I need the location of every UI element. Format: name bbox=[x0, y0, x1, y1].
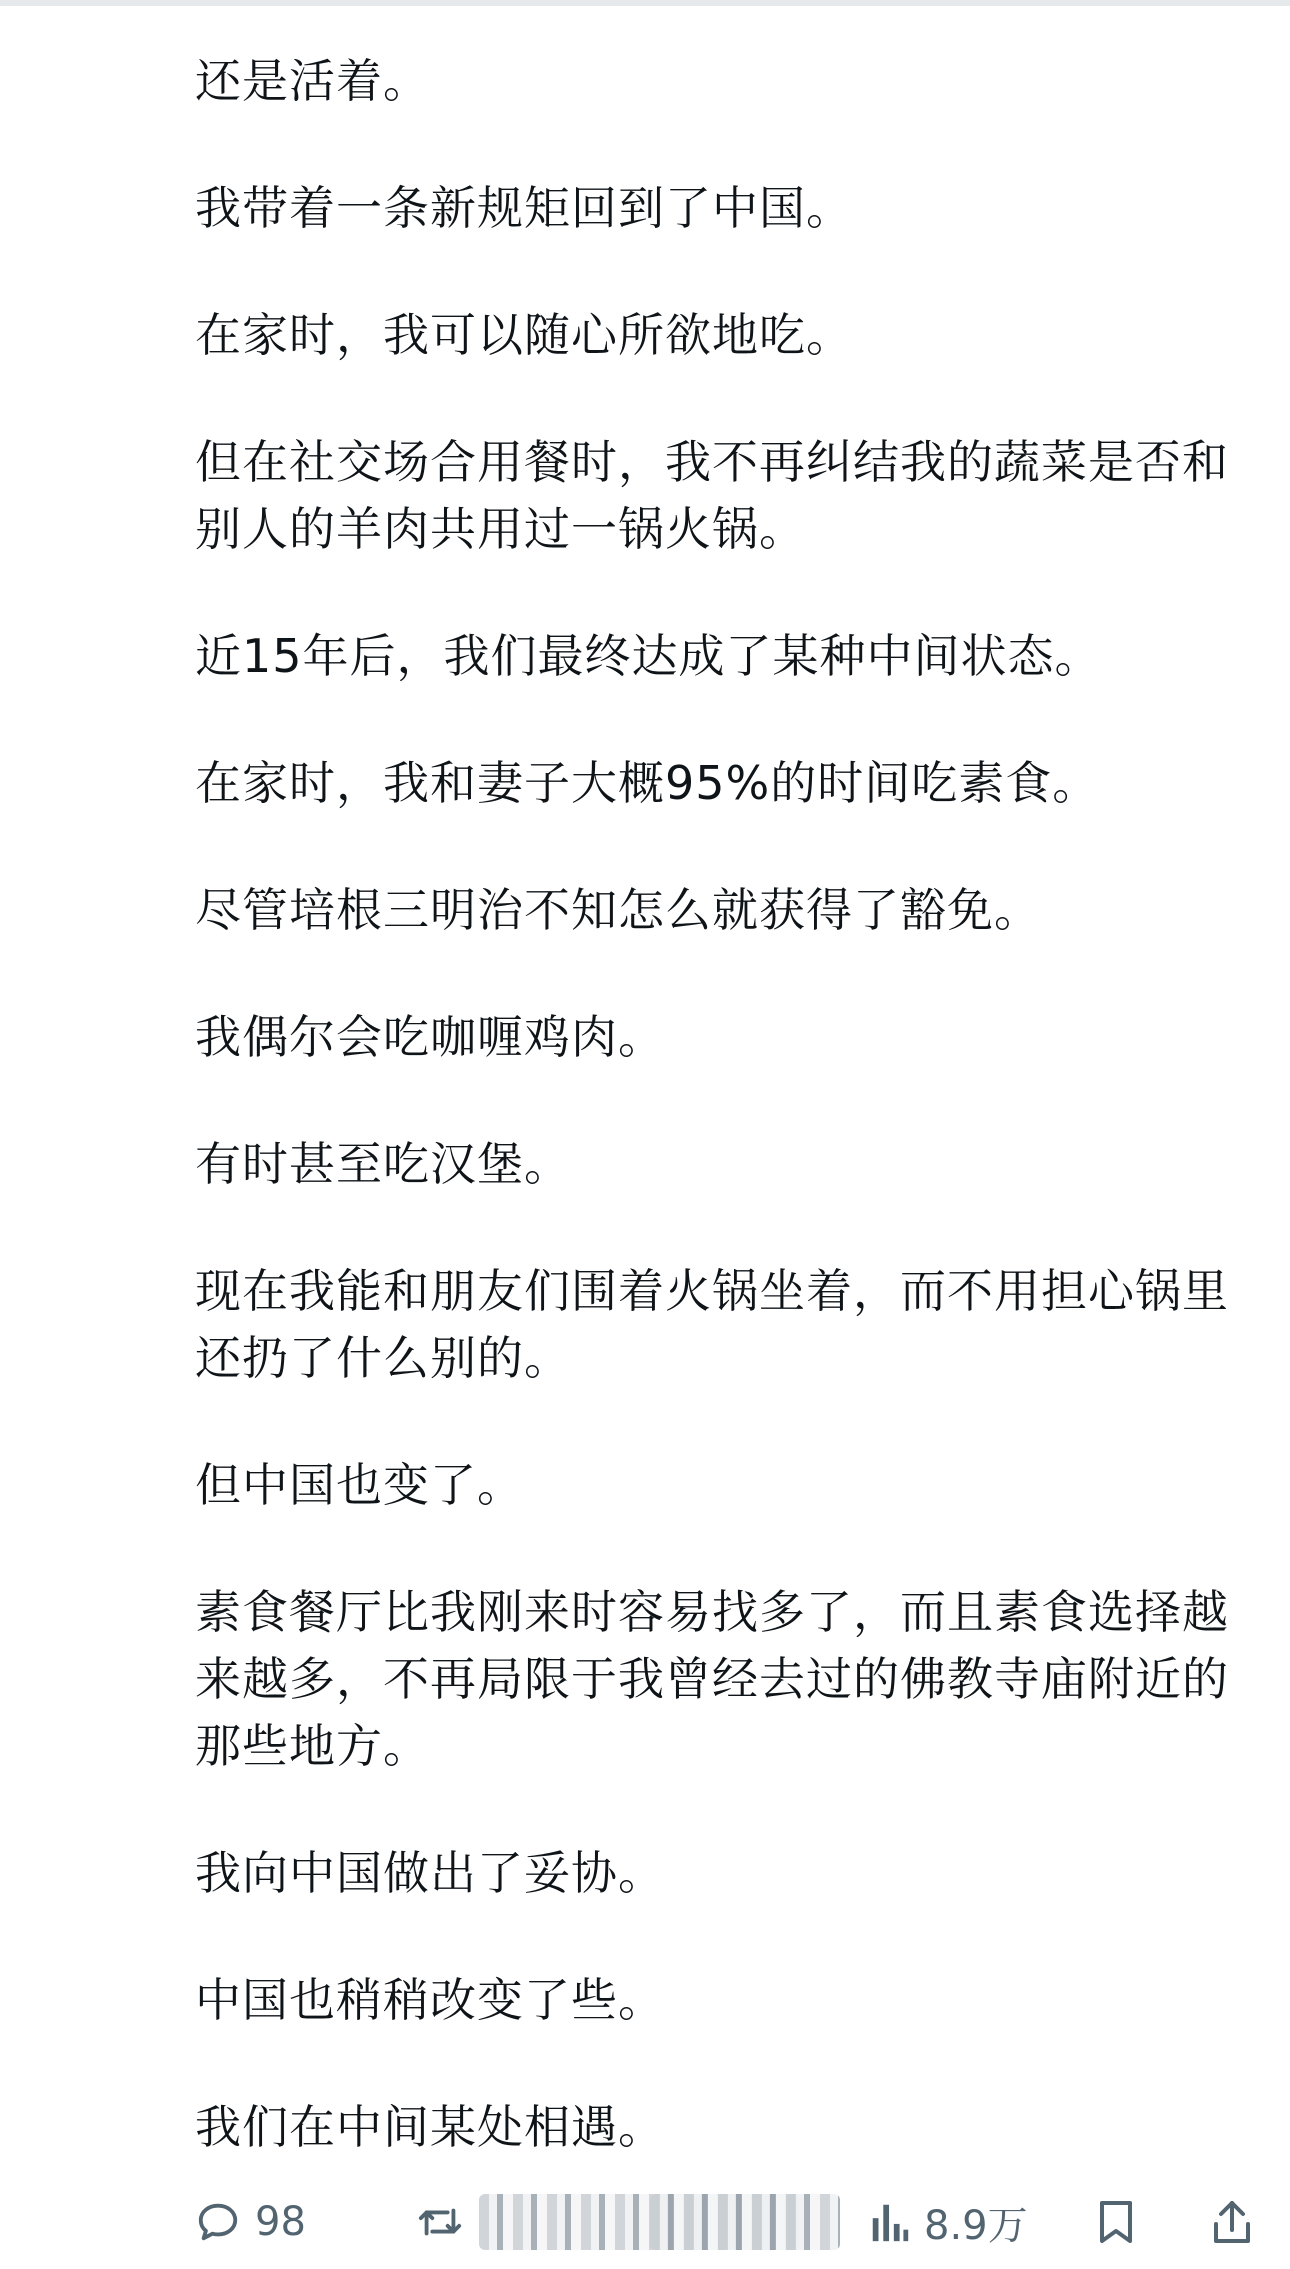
post-paragraph: 但中国也变了。 bbox=[195, 1458, 524, 1512]
post-paragraph: 有时甚至吃汉堡。 bbox=[195, 1137, 571, 1191]
post-paragraph: 近15年后，我们最终达成了某种中间状态。 bbox=[195, 629, 1102, 683]
bookmark-button[interactable] bbox=[1095, 2182, 1137, 2262]
top-divider bbox=[0, 0, 1290, 6]
post-paragraph: 我偶尔会吃咖喱鸡肉。 bbox=[195, 1010, 665, 1064]
post-paragraph: 我向中国做出了妥协。 bbox=[195, 1846, 665, 1900]
post-paragraph: 现在我能和朋友们围着火锅坐着，而不用担心锅里还扔了什么别的。 bbox=[195, 1264, 1229, 1385]
post-paragraph: 我们在中间某处相遇。 bbox=[195, 2100, 665, 2154]
share-button[interactable] bbox=[1210, 2182, 1254, 2262]
views-indicator[interactable] bbox=[870, 2182, 1028, 2262]
post-body bbox=[195, 48, 1255, 2221]
reply-count: 98 bbox=[255, 2199, 306, 2245]
views-count: 8.9万 bbox=[924, 2202, 1028, 2249]
share-icon bbox=[1210, 2198, 1254, 2246]
post-action-bar bbox=[0, 2182, 1290, 2262]
post-paragraph: 中国也稍稍改变了些。 bbox=[195, 1973, 665, 2027]
post-paragraph: 素食餐厅比我刚来时容易找多了，而且素食选择越来越多，不再局限于我曾经去过的佛教寺庙附近的那些地方。 bbox=[195, 1585, 1229, 1773]
reply-icon bbox=[195, 2199, 241, 2245]
post-paragraph: 但在社交场合用餐时，我不再纠结我的蔬菜是否和别人的羊肉共用过一锅火锅。 bbox=[195, 435, 1229, 556]
views-icon bbox=[870, 2199, 910, 2245]
post-paragraph: 我带着一条新规矩回到了中国。 bbox=[195, 181, 853, 235]
like-button[interactable] bbox=[640, 2182, 840, 2262]
post-paragraph: 在家时，我和妻子大概95%的时间吃素食。 bbox=[195, 756, 1100, 810]
post-paragraph: 还是活着。 bbox=[195, 54, 430, 108]
post-paragraph: 在家时，我可以随心所欲地吃。 bbox=[195, 308, 853, 362]
bookmark-icon bbox=[1095, 2198, 1137, 2246]
post-paragraph: 尽管培根三明治不知怎么就获得了豁免。 bbox=[195, 883, 1041, 937]
obscured-like-area bbox=[650, 2194, 840, 2250]
reply-button[interactable] bbox=[195, 2182, 306, 2262]
repost-icon bbox=[415, 2199, 465, 2245]
